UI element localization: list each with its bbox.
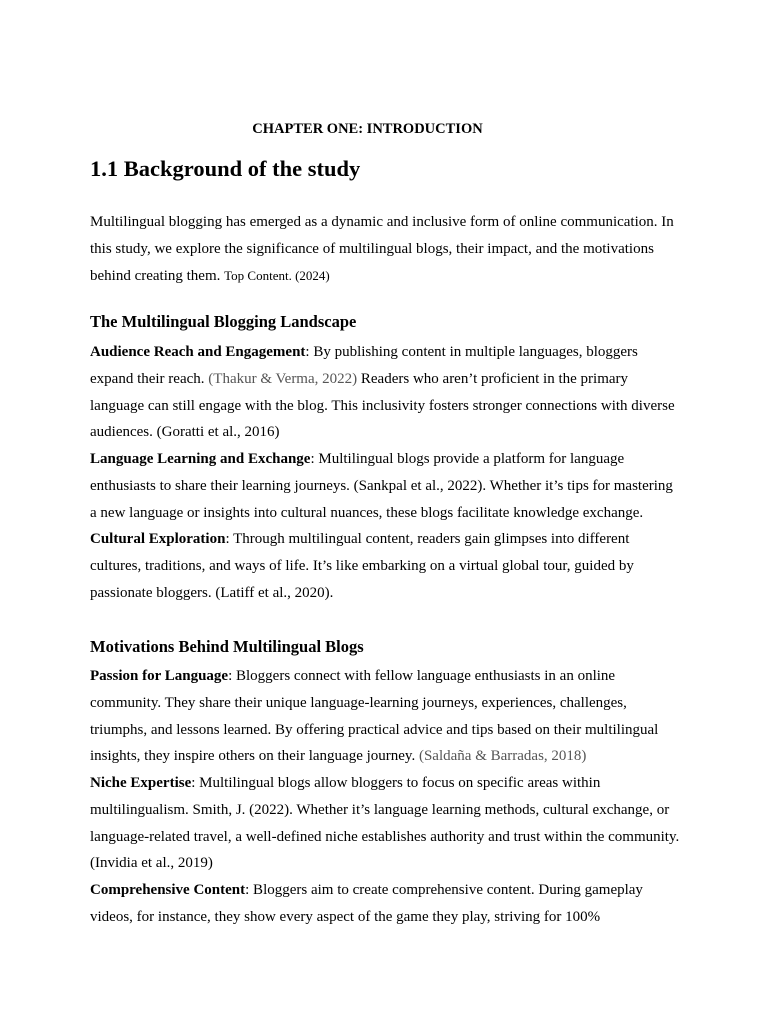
intro-text: Multilingual blogging has emerged as a dynamic and inclusive form of online communication. In this study, we explore the significance of multilingual blogs, their impact, and the motivations behind creating them. bbox=[90, 214, 674, 284]
audience-paragraph bbox=[90, 339, 682, 446]
learning-paragraph bbox=[90, 446, 682, 526]
chapter-heading: CHAPTER ONE: INTRODUCTION bbox=[252, 121, 483, 137]
passion-text: : Bloggers connect with fellow language enthusiasts in an online community. They share their unique language-learning journeys, experiences, challenges, triumphs, and lessons learned. By offering practical advice and tips based on their multilingual insights, they inspire others on their language journey. bbox=[90, 668, 659, 765]
comprehensive-label: Comprehensive Content bbox=[90, 882, 246, 898]
learning-text: : Multilingual blogs provide a platform for language enthusiasts to share their learning journeys. (Sankpal et al., 2022). Whether it’s tips for mastering a new language or insights into cultural nuances, these blogs facilitate knowledge exchange. bbox=[90, 451, 673, 521]
landscape-heading: The Multilingual Blogging Landscape bbox=[90, 312, 357, 331]
intro-citation: Top Content. (2024) bbox=[224, 267, 330, 283]
passion-label: Passion for Language bbox=[90, 668, 229, 684]
section-heading: 1.1 Background of the study bbox=[90, 156, 361, 181]
cultural-text: : Through multilingual content, readers gain glimpses into different cultures, traditions, and ways of life. It’s like embarking on a virtual global tour, guided by passionate bloggers. (Latiff et al., 2020). bbox=[90, 531, 634, 601]
motivations-heading: Motivations Behind Multilingual Blogs bbox=[90, 637, 364, 656]
niche-paragraph bbox=[90, 770, 682, 877]
audience-label: Audience Reach and Engagement bbox=[90, 344, 306, 360]
learning-label: Language Learning and Exchange bbox=[90, 451, 311, 467]
passion-citation: (Saldaña & Barradas, 2018) bbox=[418, 748, 587, 765]
passion-paragraph bbox=[90, 663, 682, 770]
intro-paragraph bbox=[90, 209, 682, 289]
cultural-paragraph bbox=[90, 526, 682, 606]
audience-citation: (Thakur & Verma, 2022) bbox=[208, 370, 358, 387]
niche-label: Niche Expertise bbox=[90, 775, 192, 791]
niche-text: : Multilingual blogs allow bloggers to focus on specific areas within multilingualism. Smith, J. (2022). Whether it’s language learning methods, cultural exchange, or language-related travel, a well-defined niche establishes authority and trust within the community. (Invidia et al., 2019) bbox=[90, 775, 680, 872]
comprehensive-text: : Bloggers aim to create comprehensive content. During gameplay videos, for instance, they show every aspect of the game they play, striving for 100% bbox=[90, 882, 643, 925]
audience-text-1: : By publishing content in multiple languages, bloggers expand their reach. bbox=[90, 344, 638, 387]
cultural-label: Cultural Exploration bbox=[90, 531, 226, 547]
audience-text-2: Readers who aren’t proficient in the primary language can still engage with the blog. This inclusivity fosters stronger connections with diverse audiences. (Goratti et al., 2016) bbox=[90, 370, 675, 441]
comprehensive-paragraph bbox=[90, 877, 682, 931]
